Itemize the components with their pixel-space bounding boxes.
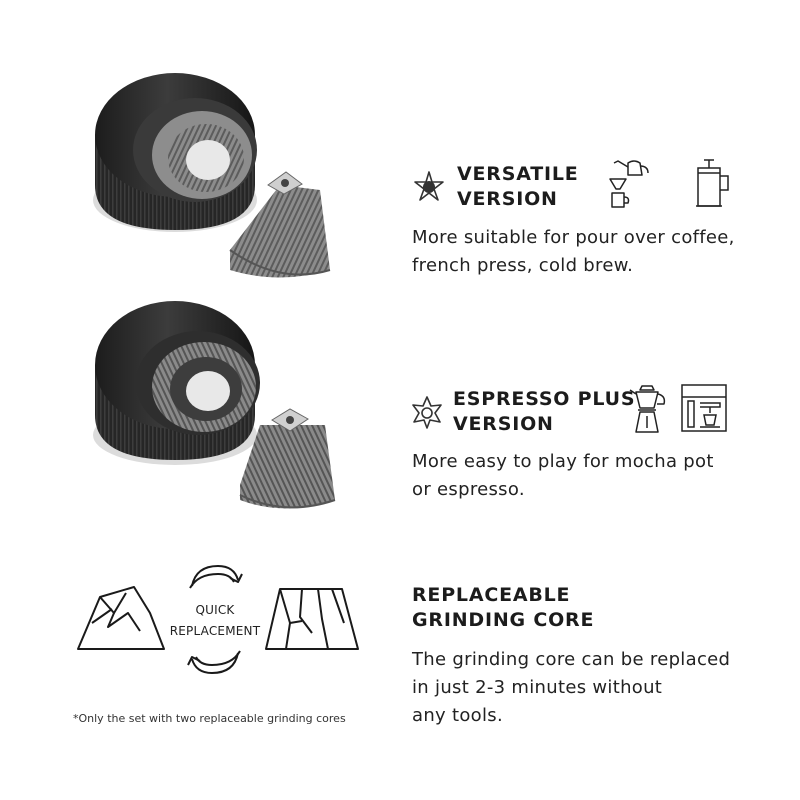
swap-arrow-bottom-icon <box>184 645 246 679</box>
replaceable-grinding-core-description: The grinding core can be replaced in just 2-3 minutes without any tools. <box>412 649 731 726</box>
french-press-icon <box>690 158 734 212</box>
quick-replacement-label: QUICK REPLACEMENT <box>169 603 261 638</box>
outer-burr-outline-icon <box>70 583 170 653</box>
espresso-burr-set-image <box>80 285 380 525</box>
star-in-circle-icon <box>412 170 446 204</box>
footnote: *Only the set with two replaceable grinding cores <box>73 712 346 725</box>
swap-arrow-top-icon <box>184 560 246 594</box>
espresso-plus-version-description: More easy to play for mocha pot or espresso. <box>412 451 714 500</box>
espresso-plus-version-title: ESPRESSO PLUS VERSION <box>453 388 636 435</box>
cone-burr-outline-icon <box>262 583 362 653</box>
versatile-version-description: More suitable for pour over coffee, french press, cold brew. <box>412 227 735 276</box>
replaceable-grinding-core-title: REPLACEABLE GRINDING CORE <box>412 584 595 631</box>
sun-star-icon <box>410 395 444 429</box>
moka-pot-icon <box>624 382 672 436</box>
pour-over-kettle-icon <box>606 157 654 213</box>
versatile-burr-set-image <box>80 60 380 290</box>
versatile-version-title: VERSATILE VERSION <box>457 163 579 210</box>
espresso-machine-icon <box>680 383 732 435</box>
